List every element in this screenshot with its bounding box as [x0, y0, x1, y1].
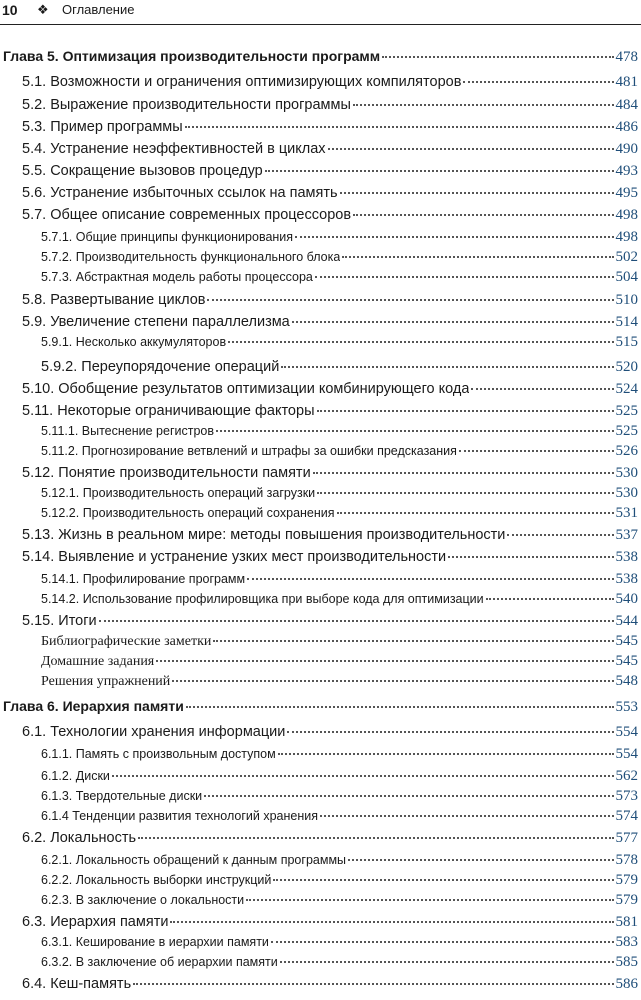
- dot-leader: [471, 388, 613, 390]
- toc-entry-page: 481: [615, 74, 638, 90]
- toc-entry-title: 6.3.1. Кеширование в иерархии памяти: [41, 935, 269, 949]
- dot-leader: [340, 192, 614, 194]
- toc-entry-page: 553: [615, 699, 638, 715]
- toc-entry-page: 545: [615, 653, 638, 669]
- toc-chapter-entry[interactable]: [3, 46, 638, 66]
- dot-leader: [207, 299, 613, 301]
- toc-entry-page: 531: [615, 505, 638, 521]
- toc-entry-page: 514: [615, 314, 638, 330]
- toc-entry-page: 562: [615, 768, 638, 784]
- toc-entry[interactable]: [22, 525, 638, 545]
- toc-entry[interactable]: [41, 421, 638, 441]
- dot-leader: [265, 170, 614, 172]
- toc-entry-title: 5.12.1. Производительность операций загрузки: [41, 486, 316, 500]
- dot-leader: [216, 430, 613, 432]
- toc-entry-title: 5.7.2. Производительность функционального блока: [41, 250, 341, 264]
- toc-entry-page: 504: [615, 269, 638, 285]
- toc-entry-title: 5.5. Сокращение вызовов процедур: [22, 163, 263, 179]
- dot-leader: [281, 366, 613, 368]
- toc-entry-title: 5.2. Выражение производительности программы: [22, 97, 351, 113]
- toc-entry[interactable]: [41, 357, 638, 377]
- toc-entry-title: 6.1.1. Память с произвольным доступом: [41, 747, 276, 761]
- toc-entry-page: 484: [615, 97, 638, 113]
- toc-entry-title: 5.9. Увеличение степени параллелизма: [22, 314, 290, 330]
- toc-entry[interactable]: [22, 290, 638, 310]
- toc-entry-title: 6.1.4 Тенденции развития технологий хранения: [41, 809, 319, 823]
- toc-entry-title: 6.1.3. Твердотельные диски: [41, 789, 203, 803]
- dot-leader: [185, 126, 614, 128]
- toc-entry-title: Домашние задания: [41, 654, 155, 669]
- toc-entry[interactable]: [41, 503, 638, 523]
- toc-entry-title: 5.9.2. Переупорядочение операций: [41, 359, 280, 375]
- toc-entry-title: 5.14. Выявление и устранение узких мест производительности: [22, 549, 447, 565]
- dot-leader: [448, 556, 613, 558]
- toc-entry[interactable]: [22, 312, 638, 332]
- toc-entry-page: 554: [615, 724, 638, 740]
- toc-entry[interactable]: [41, 766, 638, 786]
- toc-entry[interactable]: [22, 974, 638, 994]
- dot-leader: [170, 921, 613, 923]
- toc-entry[interactable]: [41, 589, 638, 609]
- dot-leader: [228, 341, 613, 343]
- toc-chapter-entry[interactable]: [3, 696, 638, 716]
- toc-entry[interactable]: [41, 744, 638, 764]
- page-number: 10: [2, 2, 18, 18]
- ornament-icon: ❖: [37, 2, 49, 17]
- toc-entry-page: 530: [615, 485, 638, 501]
- dot-leader: [382, 56, 613, 58]
- toc-entry-title: 5.12. Понятие производительности памяти: [22, 465, 311, 481]
- toc-entry-title: Решения упражнений: [41, 674, 171, 689]
- toc-entry[interactable]: [22, 722, 638, 742]
- toc-entry-title: 5.1. Возможности и ограничения оптимизирующих компиляторов: [22, 74, 462, 90]
- dot-leader: [348, 859, 613, 861]
- toc-entry-page: 524: [615, 381, 638, 397]
- toc-entry[interactable]: [41, 631, 638, 651]
- toc-entry-page: 544: [615, 613, 638, 629]
- dot-leader: [271, 941, 614, 943]
- toc-entry[interactable]: [41, 850, 638, 870]
- dot-leader: [247, 578, 613, 580]
- dot-leader: [133, 983, 613, 985]
- toc-entry-title: 5.14.2. Использование профилировщика при выборе кода для оптимизации: [41, 592, 484, 606]
- toc-entry-title: 5.15. Итоги: [22, 613, 97, 629]
- toc-entry[interactable]: [22, 401, 638, 421]
- toc-entry-title: 6.3.2. В заключение об иерархии памяти: [41, 955, 278, 969]
- toc-entry-title: 6.2.1. Локальность обращений к данным программы: [41, 853, 347, 867]
- toc-entry[interactable]: [22, 72, 638, 92]
- toc-entry-title: 5.11. Некоторые ограничивающие факторы: [22, 403, 315, 419]
- toc-entry[interactable]: [41, 651, 638, 671]
- dot-leader: [172, 680, 613, 682]
- toc-entry-page: 498: [615, 229, 638, 245]
- toc-entry-page: 493: [615, 163, 638, 179]
- toc-entry-page: 540: [615, 591, 638, 607]
- toc-entry[interactable]: [41, 332, 638, 352]
- running-header: [0, 0, 641, 25]
- toc-entry-title: 5.7.3. Абстрактная модель работы процессора: [41, 270, 313, 284]
- dot-leader: [156, 660, 613, 662]
- toc-entry-page: 577: [615, 830, 638, 846]
- toc-entry[interactable]: [41, 227, 638, 247]
- toc-entry-page: 525: [615, 423, 638, 439]
- dot-leader: [459, 450, 614, 452]
- toc-entry-page: 478: [615, 49, 638, 65]
- toc-entry-title: 5.4. Устранение неэффективностей в циклах: [22, 141, 326, 157]
- toc-entry-title: 5.12.2. Производительность операций сохранения: [41, 506, 335, 520]
- toc-entry-page: 578: [615, 852, 638, 868]
- toc-entry-title: 6.1. Технологии хранения информации: [22, 724, 286, 740]
- toc-entry-page: 510: [615, 292, 638, 308]
- toc-entry-title: 5.9.1. Несколько аккумуляторов: [41, 335, 227, 349]
- toc-entry[interactable]: [22, 828, 638, 848]
- toc-entry-title: 6.2.2. Локальность выборки инструкций: [41, 873, 272, 887]
- dot-leader: [287, 731, 613, 733]
- toc-entry[interactable]: [41, 441, 638, 461]
- toc-entry[interactable]: [22, 463, 638, 483]
- toc-entry[interactable]: [22, 912, 638, 932]
- toc-entry[interactable]: [41, 483, 638, 503]
- toc-entry[interactable]: [22, 139, 638, 159]
- dot-leader: [317, 492, 613, 494]
- dot-leader: [112, 775, 614, 777]
- toc-entry[interactable]: [41, 806, 638, 826]
- toc-entry[interactable]: [22, 611, 638, 631]
- toc-entry[interactable]: [22, 161, 638, 181]
- toc-entry-page: 525: [615, 403, 638, 419]
- dot-leader: [186, 706, 614, 708]
- running-header-title: Оглавление: [62, 2, 135, 17]
- toc-entry-title: 5.13. Жизнь в реальном мире: методы повышения производительности: [22, 527, 506, 543]
- toc-entry-title: 5.3. Пример программы: [22, 119, 183, 135]
- toc-entry-page: 538: [615, 549, 638, 565]
- dot-leader: [353, 104, 614, 106]
- toc-entry[interactable]: [41, 671, 638, 691]
- toc-entry-page: 554: [615, 746, 638, 762]
- toc-entry-page: 573: [615, 788, 638, 804]
- toc-entry-page: 498: [615, 207, 638, 223]
- toc-entry-page: 579: [615, 892, 638, 908]
- toc-entry-title: 6.4. Кеш-память: [22, 976, 132, 992]
- dot-leader: [507, 534, 613, 536]
- toc-entry-page: 548: [615, 673, 638, 689]
- toc-entry[interactable]: [41, 870, 638, 890]
- toc-entry-page: 520: [615, 359, 638, 375]
- toc-entry-title: Глава 5. Оптимизация производительности программ: [3, 48, 381, 64]
- toc-entry-title: 6.2. Локальность: [22, 830, 137, 846]
- dot-leader: [278, 753, 614, 755]
- toc-entry-title: 6.2.3. В заключение о локальности: [41, 893, 245, 907]
- dot-leader: [486, 598, 614, 600]
- dot-leader: [317, 410, 614, 412]
- dot-leader: [313, 472, 614, 474]
- toc-entry-page: 581: [615, 914, 638, 930]
- toc-entry[interactable]: [22, 205, 638, 225]
- toc-entry-title: 5.7. Общее описание современных процессоров: [22, 207, 352, 223]
- dot-leader: [295, 236, 613, 238]
- toc-entry-page: 495: [615, 185, 638, 201]
- dot-leader: [463, 81, 613, 83]
- toc-entry-title: 5.11.2. Прогнозирование ветвлений и штрафы за ошибки предсказания: [41, 444, 457, 458]
- toc-entry[interactable]: [22, 95, 638, 115]
- toc-entry-title: 5.10. Обобщение результатов оптимизации комбинирующего кода: [22, 381, 470, 397]
- dot-leader: [273, 879, 613, 881]
- toc-entry-title: Глава 6. Иерархия памяти: [3, 698, 184, 714]
- dot-leader: [320, 815, 613, 817]
- toc-entry-title: Библиографические заметки: [41, 634, 212, 649]
- dot-leader: [328, 148, 614, 150]
- dot-leader: [353, 214, 613, 216]
- toc-entry-page: 538: [615, 571, 638, 587]
- toc-entry-page: 490: [615, 141, 638, 157]
- dot-leader: [138, 837, 613, 839]
- toc-entry-page: 486: [615, 119, 638, 135]
- dot-leader: [342, 256, 613, 258]
- toc-entry[interactable]: [41, 932, 638, 952]
- toc-entry[interactable]: [41, 890, 638, 910]
- toc-entry-page: 583: [615, 934, 638, 950]
- dot-leader: [315, 276, 614, 278]
- toc-entry-title: 5.8. Развертывание циклов: [22, 292, 206, 308]
- toc-entry[interactable]: [22, 117, 638, 137]
- toc-entry-title: 5.6. Устранение избыточных ссылок на память: [22, 185, 338, 201]
- toc-entry-page: 579: [615, 872, 638, 888]
- dot-leader: [337, 512, 614, 514]
- toc-entry-page: 585: [615, 954, 638, 970]
- toc-entry[interactable]: [41, 786, 638, 806]
- toc-entry[interactable]: [41, 267, 638, 287]
- toc-entry[interactable]: [41, 569, 638, 589]
- dot-leader: [204, 795, 613, 797]
- dot-leader: [99, 620, 614, 622]
- toc-entry-title: 6.1.2. Диски: [41, 769, 110, 783]
- toc-entry[interactable]: [41, 247, 638, 267]
- dot-leader: [246, 899, 613, 901]
- toc-entry[interactable]: [22, 379, 638, 399]
- toc-entry-page: 586: [615, 976, 638, 992]
- toc-entry-page: 530: [615, 465, 638, 481]
- toc-entry-page: 574: [615, 808, 638, 824]
- toc-entry[interactable]: [22, 183, 638, 203]
- dot-leader: [280, 961, 614, 963]
- toc-entry-title: 5.7.1. Общие принципы функционирования: [41, 230, 294, 244]
- toc-entry[interactable]: [22, 547, 638, 567]
- toc-entry-page: 526: [615, 443, 638, 459]
- toc-entry-page: 515: [615, 334, 638, 350]
- toc-entry-title: 5.11.1. Вытеснение регистров: [41, 424, 215, 438]
- dot-leader: [213, 640, 613, 642]
- dot-leader: [292, 321, 614, 323]
- toc-entry-title: 6.3. Иерархия памяти: [22, 914, 169, 930]
- toc-entry-page: 502: [615, 249, 638, 265]
- toc-entry-title: 5.14.1. Профилирование программ: [41, 572, 246, 586]
- toc-entry[interactable]: [41, 952, 638, 972]
- toc-entry-page: 545: [615, 633, 638, 649]
- toc-entry-page: 537: [615, 527, 638, 543]
